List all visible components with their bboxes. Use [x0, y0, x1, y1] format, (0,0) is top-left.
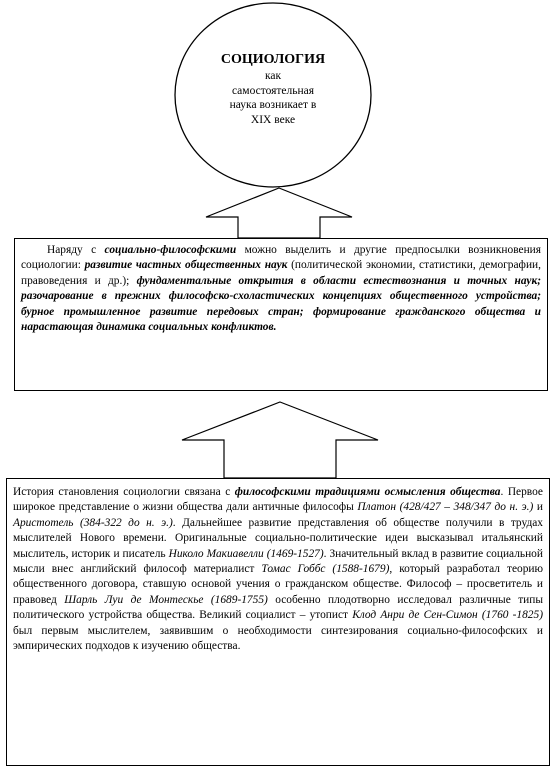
text-segment: можно выделить и другие предпосылки возникновения социологии: — [21, 244, 541, 272]
text-segment: История становления социологии связана с — [13, 486, 235, 498]
text-segment-italic: Аристотель (384-322 до н. э.) — [13, 516, 173, 529]
lower-arrow — [182, 402, 378, 478]
text-segment-italic: Шарль Луи де Монтескье (1689-1755) — [64, 593, 268, 606]
history-box — [6, 478, 550, 766]
text-segment-emphasis: фундаментальные открытия в области естествознания и точных наук; разочарование в прежних философско-схоластических концепциях общественного устройства; бурное промышленное развитие передовых стран; формирование гражданского общества и нарастающая динамика социальных конфликтов. — [21, 274, 542, 334]
text-segment-italic: Платон (428/427 – 348/347 до н. э.) — [357, 501, 534, 514]
circle-subtitle-line: самостоятельная — [231, 84, 315, 97]
text-segment-emphasis: социально-философскими — [104, 244, 237, 256]
text-segment: . Значительный вклад в развитие социальной мысли внес английский философ материалист — [13, 547, 543, 576]
text-segment: . Дальнейшее развитие представления об обществе получили в трудах мыслителей Нового времени. Оригинальные социально-политические идеи высказывал итальянский мыслитель, историк и писатель — [13, 516, 544, 560]
text-segment: особенно плодотворно исследовал различные типы политического устройства общества. Великий социалист – утопист — [13, 593, 544, 622]
history-text — [13, 485, 543, 654]
text-segment-emphasis: философскими традициями осмысления общества — [234, 486, 501, 498]
circle-title: СОЦИОЛОГИЯ — [220, 52, 326, 67]
text-segment: был первым мыслителем, заявившим о необходимости синтезирования социально-философских и эмпирических подходов к изучению общества. — [13, 624, 543, 653]
text-segment: Наряду с — [47, 244, 105, 256]
text-segment-emphasis: развитие частных общественных наук — [84, 259, 288, 272]
circle-subtitle-line: как — [264, 70, 282, 82]
preconditions-box — [14, 238, 548, 391]
circle-text — [200, 50, 346, 127]
text-segment: . Первое широкое представление о жизни общества дали античные философы — [13, 486, 543, 514]
text-segment-italic: Клод Анри де Сен-Симон (1760 -1825) — [352, 609, 543, 622]
text-segment: , который разработал теорию общественного договора, ставшую основой учения о гражданском обществе. Философ – просветитель и правовед — [13, 563, 544, 606]
upper-arrow — [206, 188, 352, 238]
text-segment-italic: Томас Гоббс (1588-1679) — [261, 563, 390, 576]
text-segment: (политической экономии, статистики, демографии, правоведения и др.); — [21, 259, 541, 287]
preconditions-text — [21, 243, 541, 335]
circle-subtitle-line: XIX веке — [250, 113, 296, 126]
circle-subtitle-line: наука возникает в — [229, 99, 317, 111]
text-segment-italic: Николо Макиавелли (1469-1527) — [168, 547, 324, 560]
text-segment: и — [533, 501, 543, 514]
